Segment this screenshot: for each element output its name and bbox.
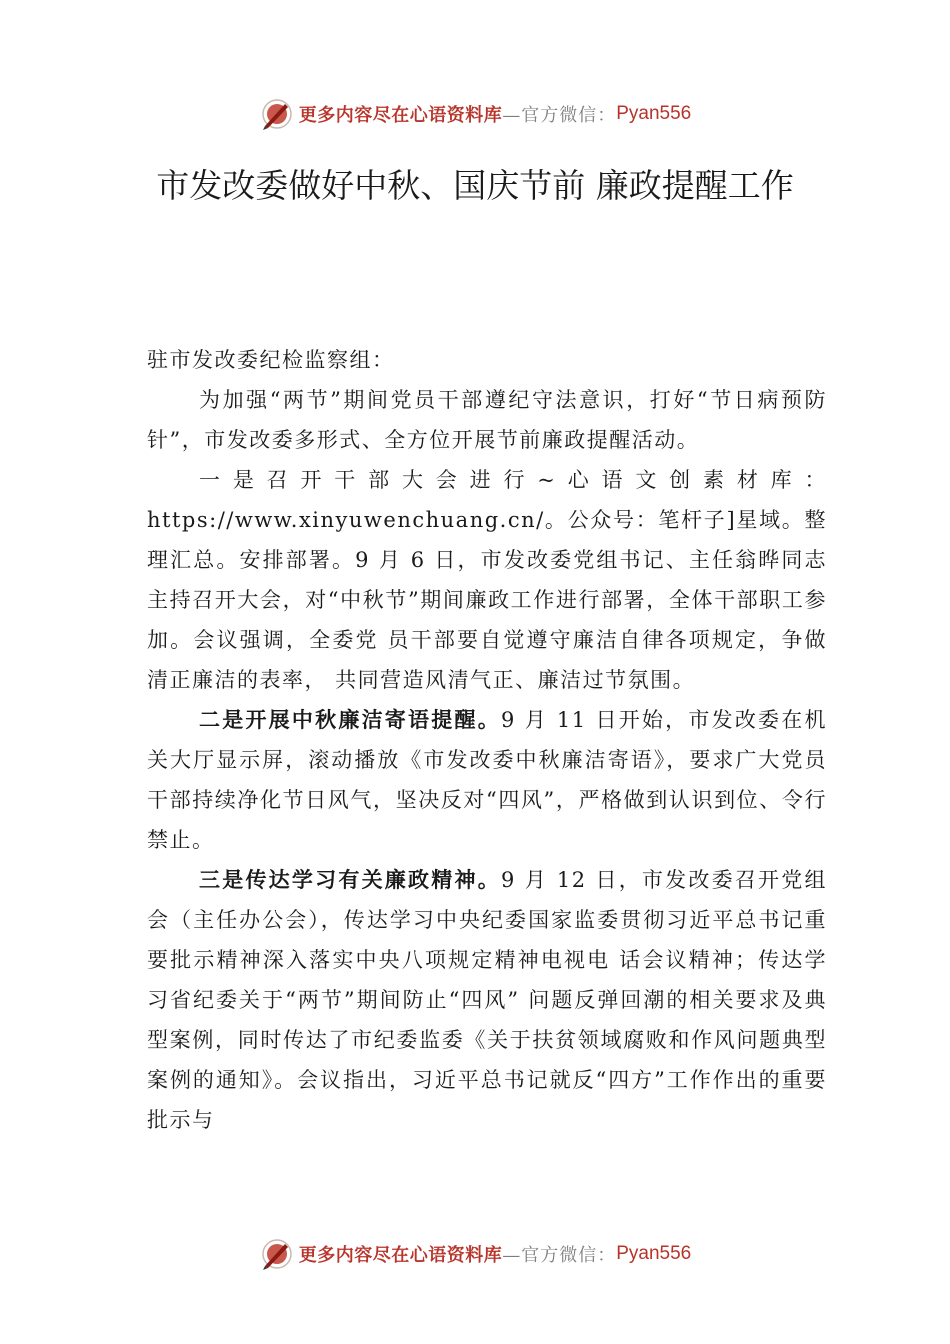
pen-logo-icon: [259, 1236, 295, 1272]
paragraph-study-lead: 三是传达学习有关廉政精神。: [199, 867, 501, 892]
banner-wechat-id: Pyan556: [616, 1243, 692, 1264]
pen-logo-icon: [259, 96, 295, 132]
banner-library-text: 更多内容尽在心语资料库: [298, 105, 503, 126]
footer-banner: [0, 1234, 950, 1274]
paragraph-intro: 为加强“两节”期间党员干部遵纪守法意识，打好“节日病预防针”，市发改委多形式、全方位开展节前廉政提醒活动。: [147, 388, 827, 452]
paragraph-greetings-text: 9 月 11 日开始，市发改委在机关大厅显示屏，滚动播放《市发改委中秋廉洁寄语》，要求广大党员干部持续净化节日风气，坚决反对“四风”，严格做到认识到位、令行禁止。: [147, 708, 828, 852]
header-banner: [0, 94, 950, 134]
paragraph-greetings-lead: 二是开展中秋廉洁寄语提醒。: [199, 707, 501, 732]
paragraph-meeting: 一是召开干部大会进行~心语文创素材库：https://www.xinyuwenchuang.cn/。公众号：笔杆子]星域。整理汇总。安排部署。9 月 6 日，市发改委党组书记、主任翁晔同志主持召开大会，对“中秋节”期间廉政工作进行部署，全体干部职工参加。会议强调，全委党 员干部要自觉遵守廉洁自律各项规定，争做清正廉洁的表率， 共同营造风清气正、廉洁过节氛围。: [147, 468, 827, 692]
salutation: 驻市发改委纪检监察组：: [147, 348, 395, 372]
paragraph-study: [147, 860, 827, 1140]
document-body: [147, 340, 827, 1140]
banner-wechat-label: —官方微信：: [502, 105, 617, 126]
paragraph-greetings: [147, 700, 827, 860]
banner-wechat-id: Pyan556: [616, 103, 692, 124]
banner-library-text: 更多内容尽在心语资料库: [298, 1245, 503, 1266]
paragraph-study-text: 9 月 12 日，市发改委召开党组会（主任办公会），传达学习中央纪委国家监委贯彻习近平总书记重要批示精神深入落实中央八项规定精神电视电 话会议精神；传达学习省纪委关于“两节”期间防止“四风” 问题反弹回潮的相关要求及典型案例，同时传达了市纪委监委《关于扶贫领域腐败和作风问题典型案例的通知》。会议指出，习近平总书记就反“四方”工作作出的重要批示与: [147, 868, 828, 1132]
banner-wechat-label: —官方微信：: [502, 1245, 617, 1266]
document-title: 市发改委做好中秋、国庆节前 廉政提醒工作: [156, 166, 794, 205]
